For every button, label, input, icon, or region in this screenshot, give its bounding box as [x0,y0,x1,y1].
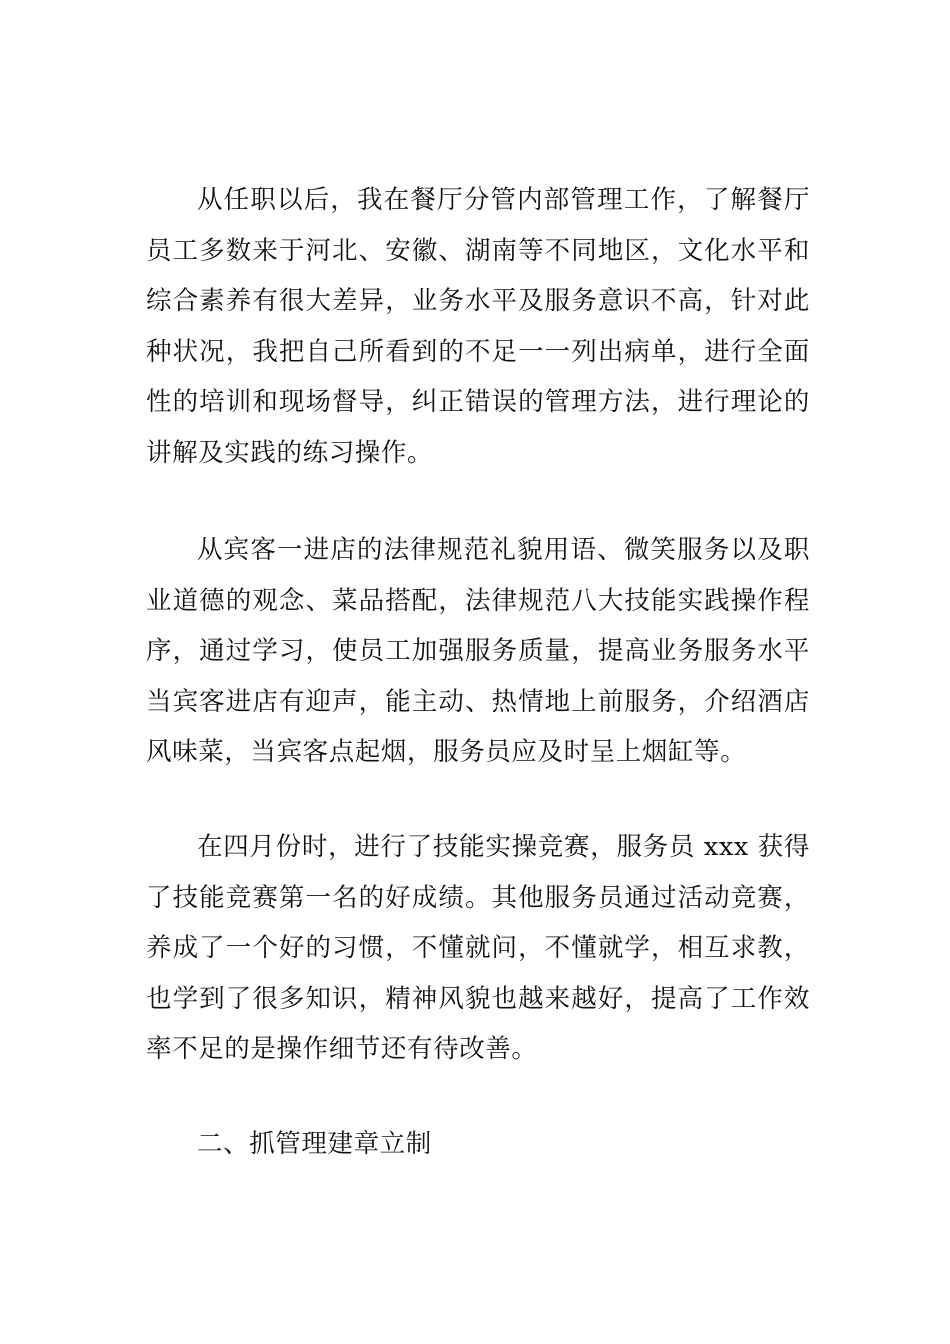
paragraph-skills-competition: 在四月份时，进行了技能实操竞赛，服务员 xxx 获得了技能竞赛第一名的好成绩。其他服务员通过活动竞赛，养成了一个好的习惯，不懂就问，不懂就学，相互求教，也学到了很多知识，精神风貌也越来越好，提高了工作效率不足的是操作细节还有待改善。 [146,832,810,1064]
section-heading: 二、抓管理建章立制 [197,1129,432,1159]
paragraph-service-etiquette: 从宾客一进店的法律规范礼貌用语、微笑服务以及职业道德的观念、菜品搭配，法律规范八大技能实践操作程序，通过学习，使员工加强服务质量，提高业务服务水平当宾客进店有迎声，能主动、热情地上前服务，介绍酒店风味菜，当宾客点起烟，服务员应及时呈上烟缸等。 [146,535,810,767]
paragraph-management-training: 从任职以后，我在餐厅分管内部管理工作，了解餐厅员工多数来于河北、安徽、湖南等不同地区，文化水平和综合素养有很大差异，业务水平及服务意识不高，针对此种状况，我把自己所看到的不足一一列出病单，进行全面性的培训和现场督导，纠正错误的管理方法，进行理论的讲解及实践的练习操作。 [146,185,810,468]
